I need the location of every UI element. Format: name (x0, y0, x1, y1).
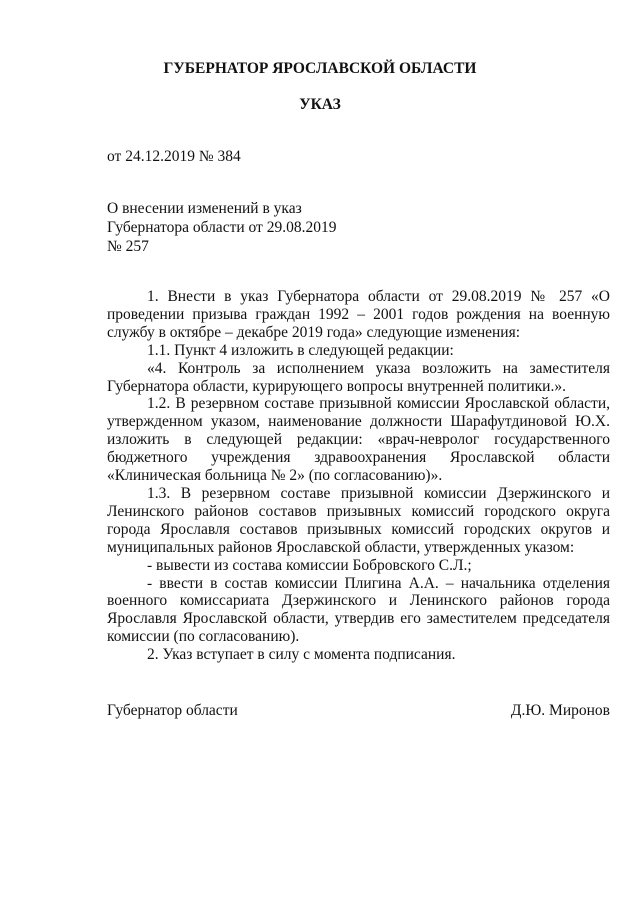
signature-position: Губернатор области (107, 702, 238, 719)
document-subject (107, 199, 367, 256)
subject-line-3: № 257 (107, 238, 149, 255)
paragraph-2: 2. Указ вступает в силу с момента подписания. (147, 646, 456, 664)
paragraph-add-member: - ввести в состав комиссии Плигина А.А. – начальника отделения военного комиссариата Дзержинского и Ленинского районов города Ярославля Ярославской области, утвердив его заместителем председателя комиссии (по согласованию). (107, 574, 610, 646)
signature-name: Д.Ю. Миронов (510, 702, 610, 719)
paragraph-1-3: 1.3. В резервном составе призывной комиссии Дзержинского и Ленинского районов составов призывных комиссий городского округа города Ярославля составов призывных комиссий городских округов и муниципальных районов Ярославской области, утвержденных указом: (107, 484, 610, 556)
document-body (107, 288, 610, 664)
document-header-title: ГУБЕРНАТОР ЯРОСЛАВСКОЙ ОБЛАСТИ (163, 60, 477, 77)
paragraph-1-2: 1.2. В резервном составе призывной комиссии Ярославской области, утвержденном указом, наименование должности Шарафутдиновой Ю.Х. изложить в следующей редакции: «врач-невролог государственного бюджетного учреждения здравоохранения Ярославской области «Клиническая больница № 2» (по согласованию)». (107, 395, 610, 485)
document-type: УКАЗ (299, 96, 341, 113)
paragraph-1: 1. Внести в указ Губернатора области от 29.08.2019 № 257 «О проведении призыва граждан 1992 – 2001 годов рождения на военную службу в октябре – декабре 2019 года» следующие изменения: (107, 288, 610, 341)
document-date-number: от 24.12.2019 № 384 (107, 148, 241, 165)
subject-line-2: Губернатора области от 29.08.2019 (107, 219, 337, 236)
subject-line-1: О внесении изменений в указ (107, 200, 302, 217)
paragraph-1-1: 1.1. Пункт 4 изложить в следующей редакции: (147, 341, 454, 359)
paragraph-remove-member: - вывести из состава комиссии Бобровского С.Л.; (147, 556, 472, 574)
paragraph-quote-4: «4. Контроль за исполнением указа возложить на заместителя Губернатора области, курирующего вопросы внутренней политики.». (107, 359, 610, 395)
